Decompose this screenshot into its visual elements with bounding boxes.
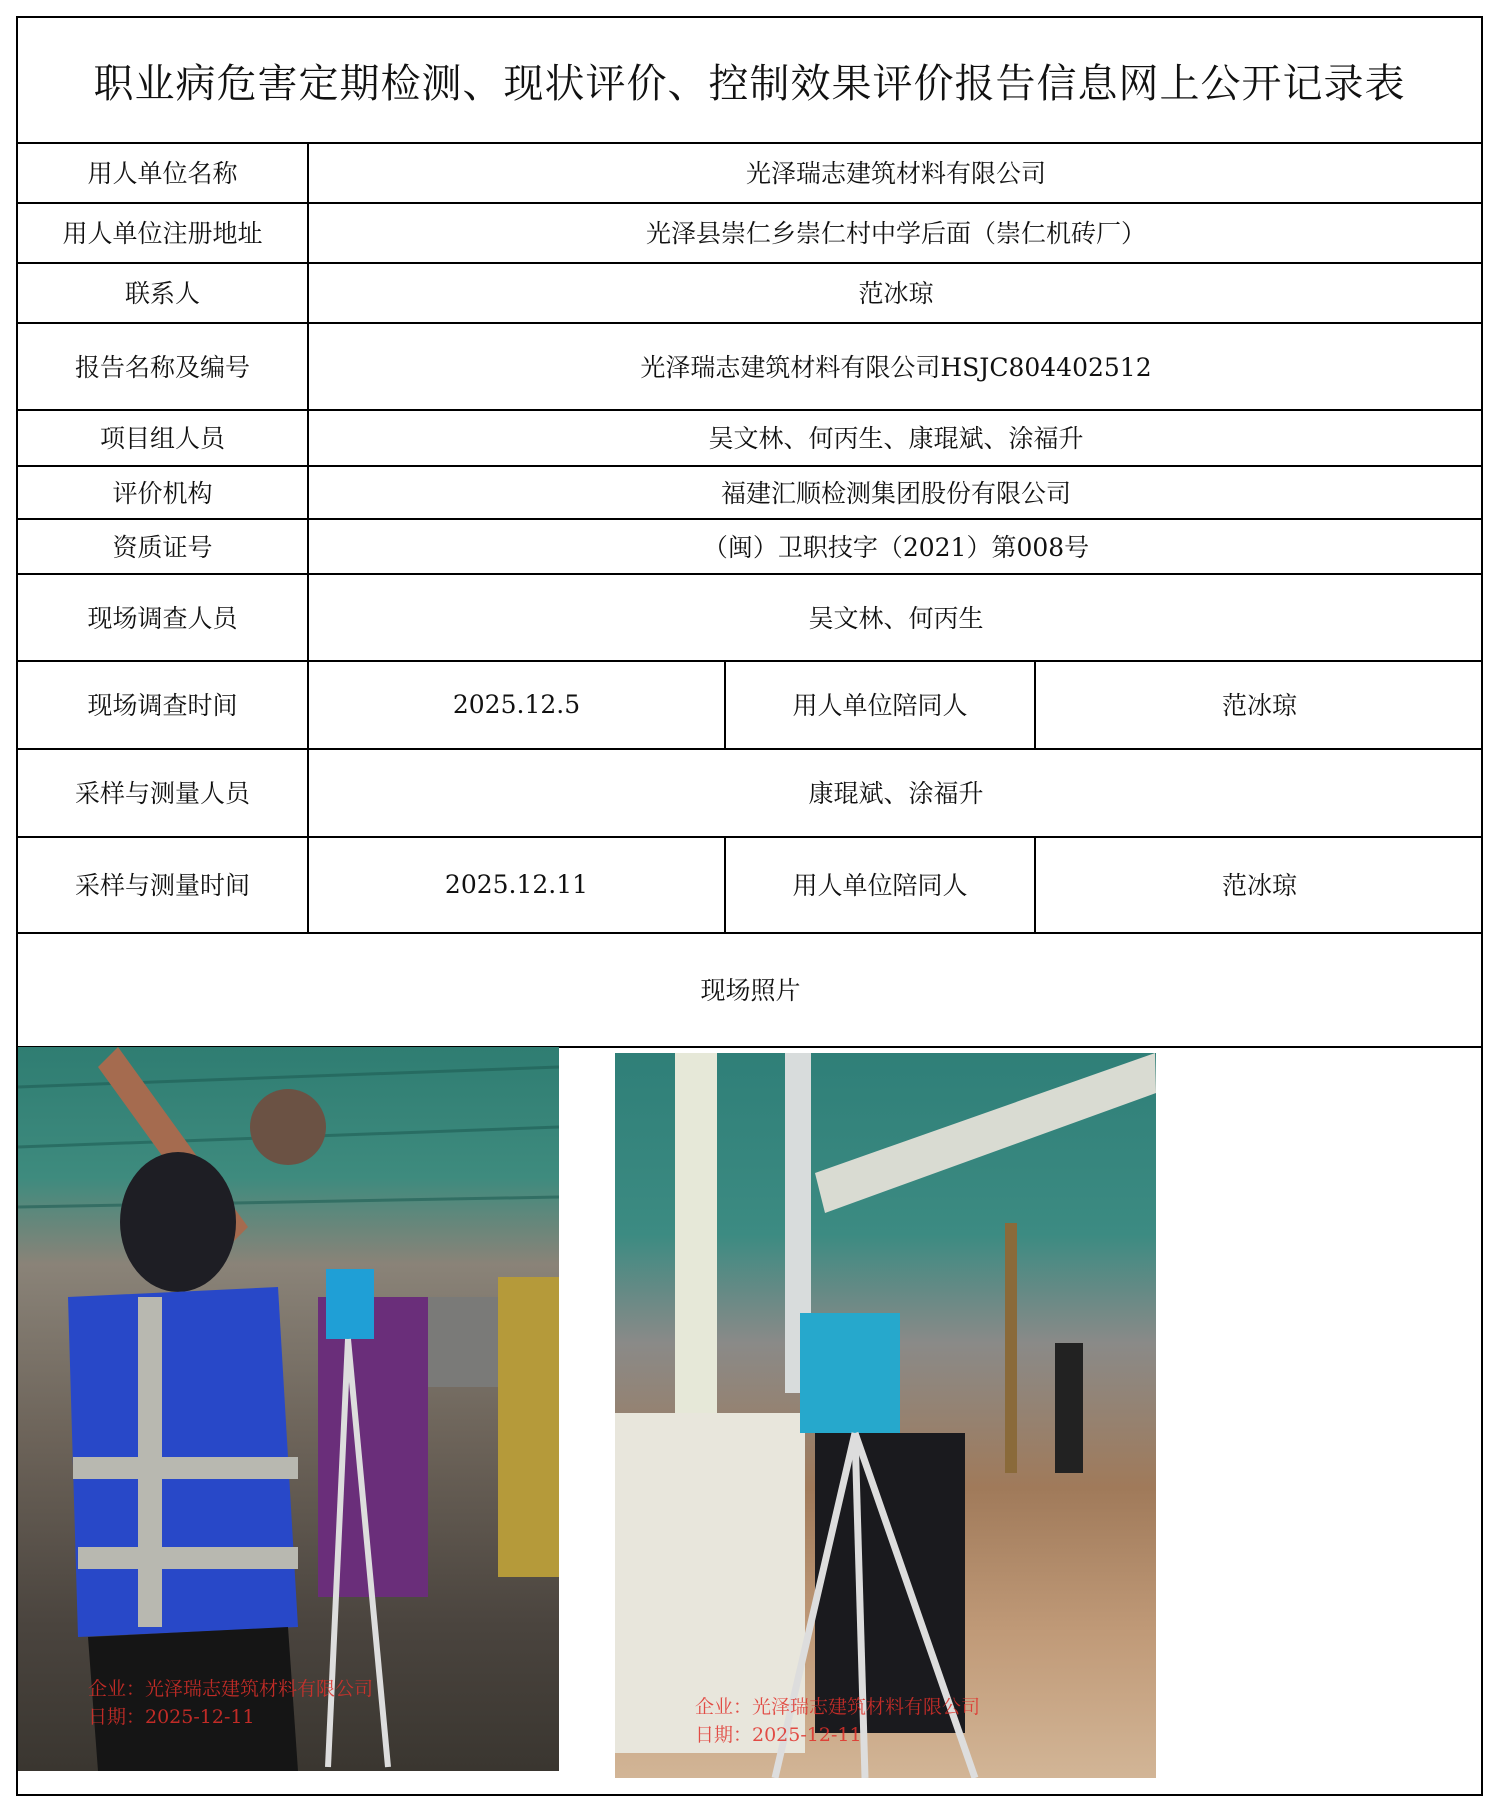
value-employer-address: 光泽县崇仁乡崇仁村中学后面（崇仁机砖厂） xyxy=(645,219,1146,248)
label-sampling-time: 采样与测量时间 xyxy=(74,871,250,900)
value-survey-staff: 吴文林、何丙生 xyxy=(808,603,984,633)
label-photos: 现场照片 xyxy=(700,976,801,1005)
label-agency: 评价机构 xyxy=(112,478,213,508)
label-report: 报告名称及编号 xyxy=(74,352,250,382)
label-sampling-staff: 采样与测量人员 xyxy=(74,779,250,808)
label-employer-address: 用人单位注册地址 xyxy=(62,219,263,248)
value-employer-name: 光泽瑞志建筑材料有限公司 xyxy=(745,159,1046,188)
watermark-company: 企业：光泽瑞志建筑材料有限公司 xyxy=(88,1678,374,1700)
value-report: 光泽瑞志建筑材料有限公司HSJC804402512 xyxy=(640,352,1152,382)
value-sampling-staff: 康琨斌、涂福升 xyxy=(808,779,984,808)
label-team: 项目组人员 xyxy=(99,424,225,453)
label-sampling-companion: 用人单位陪同人 xyxy=(792,871,968,900)
label-qualification: 资质证号 xyxy=(112,532,213,562)
label-contact: 联系人 xyxy=(124,279,200,308)
photo-illustration xyxy=(18,1047,559,1771)
site-photo-1 xyxy=(18,1047,559,1771)
record-table xyxy=(16,16,1483,1796)
value-team: 吴文林、何丙生、康琨斌、涂福升 xyxy=(708,424,1084,453)
page-title: 职业病危害定期检测、现状评价、控制效果评价报告信息网上公开记录表 xyxy=(93,60,1406,107)
watermark-date: 日期：2025-12-11 xyxy=(88,1706,255,1728)
label-survey-staff: 现场调查人员 xyxy=(87,603,238,633)
watermark-date: 日期：2025-12-11 xyxy=(695,1724,862,1746)
watermark-company: 企业：光泽瑞志建筑材料有限公司 xyxy=(695,1696,981,1718)
value-qualification: （闽）卫职技字（2021）第008号 xyxy=(702,532,1090,562)
value-sampling-time: 2025.12.11 xyxy=(444,869,589,899)
value-survey-companion: 范冰琼 xyxy=(1221,691,1297,720)
value-survey-time: 2025.12.5 xyxy=(452,689,581,719)
value-contact: 范冰琼 xyxy=(858,279,934,308)
value-sampling-companion: 范冰琼 xyxy=(1221,871,1297,900)
value-agency: 福建汇顺检测集团股份有限公司 xyxy=(720,478,1071,508)
label-survey-companion: 用人单位陪同人 xyxy=(792,691,968,720)
photo-illustration xyxy=(615,1053,1156,1778)
label-employer-name: 用人单位名称 xyxy=(87,159,238,188)
label-survey-time: 现场调查时间 xyxy=(87,691,238,720)
site-photo-2 xyxy=(615,1053,1156,1778)
